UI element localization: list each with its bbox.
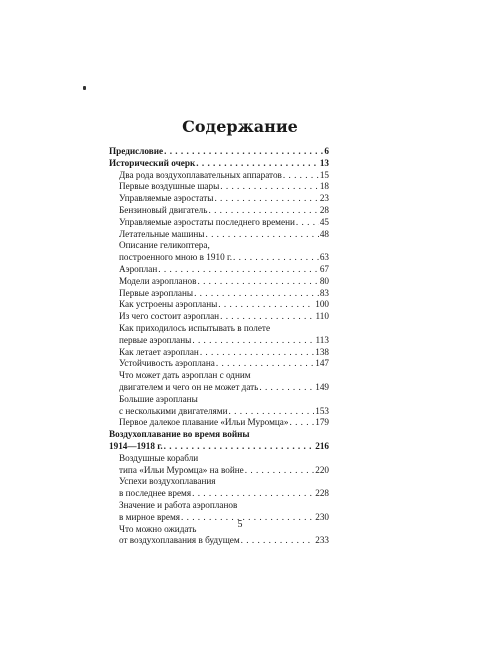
toc-entry	[109, 205, 329, 217]
toc-entry-page: 100	[315, 299, 329, 310]
toc-entry-title: Первые аэропланы	[119, 287, 194, 298]
toc-entry-title: Первые воздушные шары	[119, 181, 220, 192]
toc-leader-dots	[216, 358, 314, 370]
toc-entry	[109, 252, 329, 264]
toc-entry	[109, 311, 329, 323]
toc-entry	[109, 535, 329, 547]
toc-entry	[109, 370, 329, 382]
toc-entry-page: 45	[319, 216, 329, 227]
toc-entry-page: 153	[315, 405, 329, 416]
toc-entry-title: первые аэропланы	[119, 334, 192, 345]
toc-entry	[109, 476, 329, 488]
toc-leader-dots	[259, 382, 314, 394]
toc-entry-title: Из чего состоит аэроплан	[119, 311, 220, 322]
page-title: Содержание	[182, 117, 298, 136]
toc-entry-title: в последнее время	[119, 488, 192, 499]
toc-entry-page: 233	[315, 535, 329, 546]
toc-leader-dots	[296, 217, 319, 229]
toc-leader-dots	[208, 205, 318, 217]
toc-entry-title: Воздухоплавание во время войны	[109, 429, 250, 440]
toc-entry-page: 23	[319, 193, 329, 204]
toc-entry	[109, 158, 329, 170]
toc-entry	[109, 170, 329, 182]
toc-entry-page: 18	[319, 181, 329, 192]
toc-entry	[109, 441, 329, 453]
toc-entry-page: 230	[315, 511, 329, 522]
toc-entry-page: 83	[319, 287, 329, 298]
toc-entry-title: от воздухоплавания в будущем	[119, 535, 240, 546]
toc-leader-dots	[233, 252, 319, 264]
toc-leader-dots	[164, 146, 323, 158]
toc-entry-page: 13	[319, 157, 329, 168]
toc-entry-title: Как приходилось испытывать в полете	[119, 322, 271, 333]
toc-leader-dots	[158, 264, 319, 276]
toc-entry	[109, 453, 329, 465]
toc-entry	[109, 347, 329, 359]
toc-entry	[109, 358, 329, 370]
toc-leader-dots	[220, 311, 314, 323]
toc-entry	[109, 465, 329, 477]
toc-leader-dots	[194, 288, 319, 300]
toc-leader-dots	[218, 299, 314, 311]
toc-entry-page: 138	[315, 346, 329, 357]
toc-entry-title: Значение и работа аэропланов	[119, 499, 238, 510]
toc-entry-title: Два рода воздухоплавательных аппаратов	[119, 169, 282, 180]
toc-entry	[109, 217, 329, 229]
toc-entry	[109, 382, 329, 394]
toc-entry-page: 149	[315, 381, 329, 392]
toc-leader-dots	[289, 417, 314, 429]
toc-entry	[109, 264, 329, 276]
toc-entry	[109, 299, 329, 311]
toc-entry-title: Модели аэропланов	[119, 275, 197, 286]
toc-entry	[109, 276, 329, 288]
toc-entry-title: 1914—1918 г.	[109, 440, 163, 451]
toc-entry-title: двигателем и чего он не может дать	[119, 381, 259, 392]
toc-entry-title: типа «Ильи Муромца» на войне	[119, 464, 244, 475]
toc-entry-page: 80	[319, 275, 329, 286]
toc-entry-page: 63	[319, 252, 329, 263]
toc-entry	[109, 146, 329, 158]
toc-entry-title: Управляемые аэростаты	[119, 193, 214, 204]
toc-leader-dots	[205, 229, 318, 241]
toc-entry	[109, 181, 329, 193]
toc-entry-page: 228	[315, 488, 329, 499]
toc-leader-dots	[220, 181, 319, 193]
toc-entry-page: 15	[319, 169, 329, 180]
toc-entry-title: Управляемые аэростаты последнего времени	[119, 216, 295, 227]
toc-entry-page: 28	[319, 204, 329, 215]
toc-entry-title: Как летает аэроплан	[119, 346, 199, 357]
toc-entry-title: Аэроплан	[119, 263, 158, 274]
toc-entry	[109, 394, 329, 406]
toc-entry-page: 147	[315, 358, 329, 369]
toc-entry	[109, 229, 329, 241]
toc-entry	[109, 500, 329, 512]
toc-entry	[109, 488, 329, 500]
toc-entry-title: Бензиновый двигатель	[119, 204, 208, 215]
toc-entry-title: Устойчивость аэроплана	[119, 358, 215, 369]
toc-entry-page: 113	[315, 334, 329, 345]
toc-entry-page: 216	[315, 440, 329, 451]
toc-entry-page: 179	[315, 417, 329, 428]
toc-leader-dots	[192, 488, 314, 500]
toc-entry-page: 67	[319, 263, 329, 274]
toc-entry	[109, 193, 329, 205]
toc-entry	[109, 323, 329, 335]
toc-entry-title: Летательные машины	[119, 228, 205, 239]
toc-entry-title: Исторический очерк	[109, 157, 196, 168]
toc-leader-dots	[200, 347, 314, 359]
toc-leader-dots	[197, 276, 318, 288]
toc-entry-page: 110	[315, 311, 329, 322]
toc-entry-title: Описание геликоптера,	[119, 240, 210, 251]
toc-entry-title: Воздушные корабли	[119, 452, 199, 463]
toc-leader-dots	[241, 535, 315, 547]
toc-entry	[109, 335, 329, 347]
toc-entry-title: Первое далекое плавание «Ильи Муромца»	[119, 417, 289, 428]
toc-entry-title: Что может дать аэроплан с одним	[119, 370, 251, 381]
toc-entry	[109, 240, 329, 252]
toc-entry-title: Как устроены аэропланы	[119, 299, 218, 310]
toc-leader-dots	[283, 170, 319, 182]
toc-entry	[109, 429, 329, 441]
toc-entry	[109, 406, 329, 418]
toc-entry-title: Успехи воздухоплавания	[119, 476, 216, 487]
toc-entry-page: 48	[319, 228, 329, 239]
toc-leader-dots	[164, 441, 315, 453]
toc-entry	[109, 288, 329, 300]
toc-entry-title: Что можно ожидать	[119, 523, 197, 534]
toc-leader-dots	[229, 406, 315, 418]
toc-entry-page: 6	[324, 146, 329, 156]
toc-entry-title: построенного мною в 1910 г.	[119, 252, 232, 263]
scan-speck	[83, 86, 86, 90]
toc-leader-dots	[245, 465, 314, 477]
toc-entry-page: 220	[315, 464, 329, 475]
toc-entry-title: Предисловие	[109, 146, 164, 156]
toc-entry	[109, 417, 329, 429]
toc-leader-dots	[192, 335, 314, 347]
page-number: 5	[237, 519, 243, 530]
toc-leader-dots	[214, 193, 318, 205]
table-of-contents	[109, 146, 329, 547]
toc-entry-title: в мирное время	[119, 511, 181, 522]
toc-leader-dots	[196, 158, 319, 170]
toc-entry-title: Большие аэропланы	[119, 393, 198, 404]
toc-entry-title: с несколькими двигателями	[119, 405, 228, 416]
